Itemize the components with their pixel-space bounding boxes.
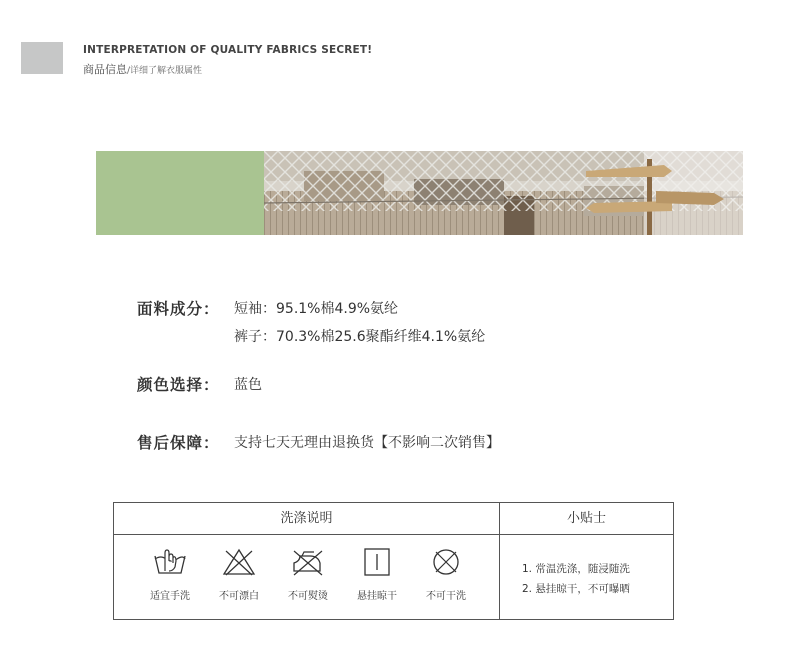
care-caption-no-iron: 不可熨烫 (288, 591, 328, 602)
after-sale-label: 售后保障： (137, 434, 220, 452)
banner-green-block (96, 151, 264, 235)
care-caption-hang-dry: 悬挂晾干 (357, 591, 397, 602)
header-subtitle-cn: /详细了解衣服属性 (127, 66, 203, 76)
header-title-en: INTERPRETATION OF QUALITY FABRICS SECRET! (83, 44, 373, 56)
care-item-no-iron (278, 547, 338, 602)
no-dry-clean-icon (428, 547, 464, 577)
table-divider-horizontal (114, 534, 673, 535)
tip-item-1: 1. 常温洗涤，随浸随洗 (522, 563, 630, 575)
care-item-hand-wash (140, 547, 200, 602)
care-caption-no-dry-clean: 不可干洗 (426, 591, 466, 602)
wash-instructions-header: 洗涤说明 (280, 511, 333, 526)
tip-item-2: 2. 悬挂晾干，不可曝晒 (522, 583, 630, 595)
color-value: 蓝色 (234, 377, 262, 393)
no-bleach-icon (221, 547, 257, 577)
care-caption-hand-wash: 适宜手洗 (150, 591, 190, 602)
tips-header: 小贴士 (566, 511, 606, 526)
hang-dry-icon (359, 547, 395, 577)
care-item-hang-dry (347, 547, 407, 602)
banner-photo-street-scene (264, 151, 743, 235)
fabric-label: 面料成分： (137, 300, 220, 318)
fabric-line-shirt: 短袖：95.1%棉4.9%氨纶 (234, 301, 399, 317)
no-iron-icon (290, 547, 326, 577)
care-caption-no-bleach: 不可漂白 (219, 591, 259, 602)
after-sale-value: 支持七天无理由退换货【不影响二次销售】 (234, 435, 500, 451)
hand-wash-icon (152, 547, 188, 577)
color-label: 颜色选择： (137, 376, 220, 394)
header-square-decoration (21, 42, 63, 74)
fabric-line-pants: 裤子：70.3%棉25.6聚酯纤维4.1%氨纶 (234, 329, 486, 345)
header-title-cn-main: 商品信息 (83, 63, 127, 76)
care-instructions-table (113, 502, 674, 620)
banner (96, 151, 743, 235)
care-item-no-bleach (209, 547, 269, 602)
care-item-no-dry-clean (416, 547, 476, 602)
header-title-cn (83, 61, 202, 77)
